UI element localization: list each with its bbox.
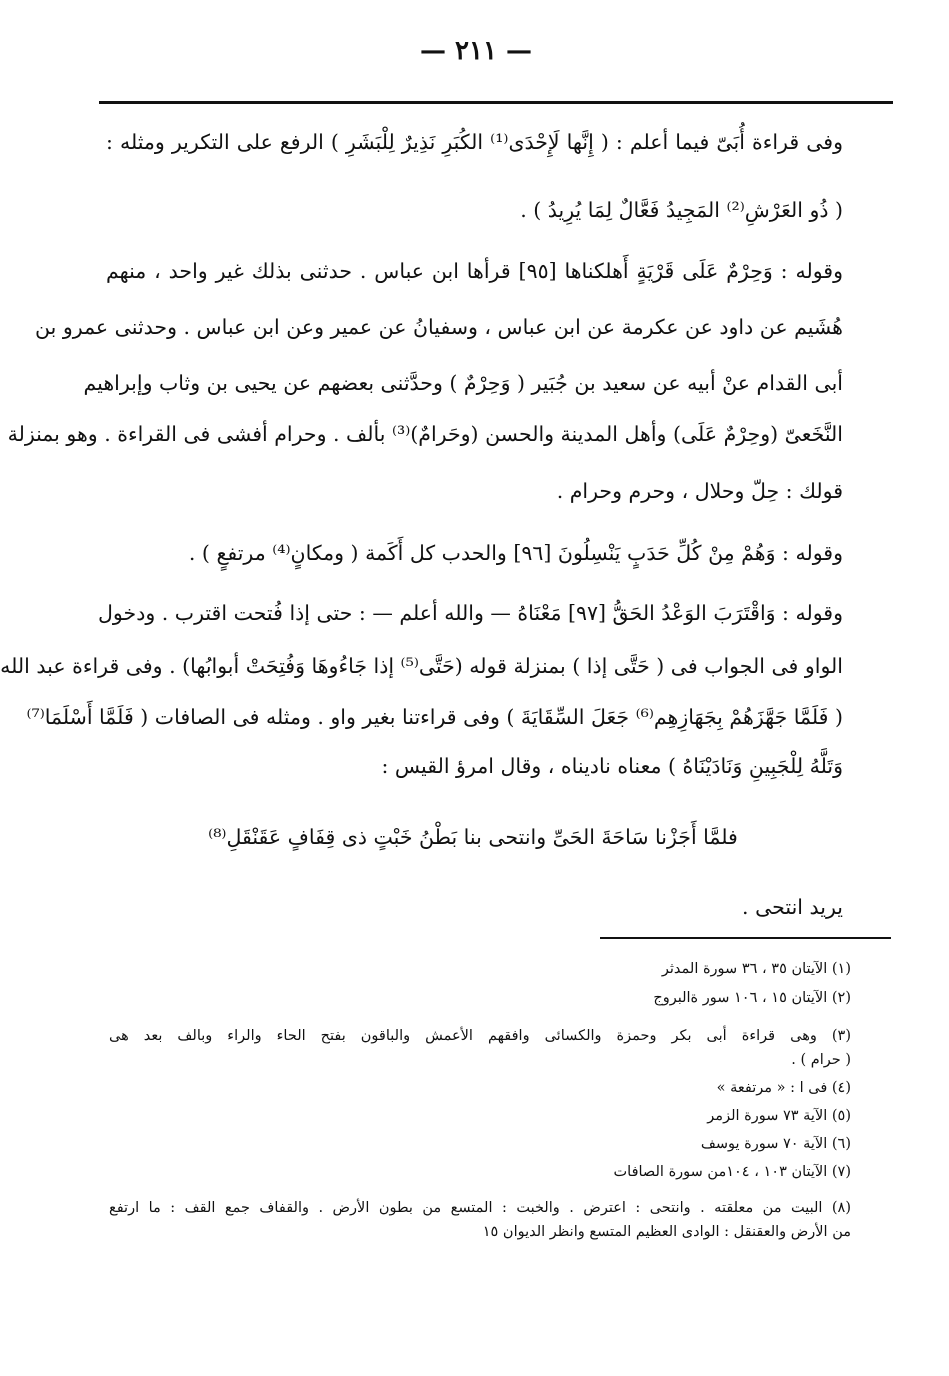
text-line: وقوله : وَاقْتَرَبَ الوَعْدُ الحَقُّ [٩٧] مَعْنَاهُ — والله أعلم — : حتى إذا فُتحت اقترب . ودخول: [98, 601, 843, 625]
text-line: أبى القدام عنْ أبيه عن سعيد بن جُبَير ( وَحِرْمٌ ) وحدَّثنى بعضهم عن يحيى بن وثاب وإبراهيم: [83, 371, 843, 395]
footnote-continuation: من الأرض والعقنقل : الوادى العظيم المتسع وانظر الديوان ١٥: [482, 1224, 851, 1240]
text-line: ( فَلَمَّا جَهَّزَهُمْ بِجَهَازِهِم⁽⁶⁾ جَعَلَ السِّقَايَةَ ) وفى قراءتنا بغير واو . ومثله فى الصافات ( فَلَمَّا أَسْلَمَا⁽⁷⁾: [26, 705, 843, 729]
footnote: (٤) فى ا : « مرتفعة »: [716, 1080, 851, 1096]
footnote: (٧) الآيتان ١٠٣ ، ١٠٤من سورة الصافات: [613, 1164, 851, 1180]
footnote-continuation: ( حرام ) .: [791, 1052, 851, 1068]
footnote: (٨) البيت من معلقته . وانتحى : اعترض . والخبت : المتسع من بطون الأرض . والقفاف جمع القف : ما ارتفع: [109, 1200, 851, 1216]
text-line: ( ذُو العَرْشِ⁽²⁾ المَجِيدُ فَعَّالٌ لِمَا يُرِيدُ ) .: [520, 198, 843, 222]
text-line: الواو فى الجواب فى ( حَتَّى إذا ) بمنزلة قوله (حَتَّى⁽⁵⁾ إذا جَاءُوهَا وَفُتِحَتْ أبوابُها) . وفى قراءة عبد الله: [0, 654, 843, 678]
text-line: قولك : حِلّ وحلال ، وحرم وحرام .: [556, 479, 843, 503]
footnote-rule: [600, 937, 891, 939]
text-line: وقوله : وَحِرْمٌ عَلَى قَرْيَةٍ أَهلكناها [٩٥] قرأها ابن عباس . حدثنى بذلك غير واحد ، منهم: [106, 259, 843, 283]
page-number: — ٢١١ —: [419, 36, 533, 66]
footnote: (١) الآيتان ٣٥ ، ٣٦ سورة المدثر: [661, 961, 851, 977]
text-line: وقوله : وَهُمْ مِنْ كُلِّ حَدَبٍ يَنْسِلُونَ [٩٦] والحدب كل أَكَمة ( ومكانٍ⁽⁴⁾ مرتفعٍ ) .: [188, 541, 843, 565]
footnote: (٢) الآيتان ١٥ ، ١٠٦ سور ةالبروج: [653, 990, 851, 1006]
paragraph: [106, 127, 843, 222]
text-line: النَّخَعىّ (وحِرْمٌ عَلَى) وأهل المدينة والحسن (وحَرامٌ)⁽³⁾ بألف . وحرام أفشى فى القراءة . وهو بمنزلة: [7, 422, 843, 446]
footnote: (٥) الآية ٧٣ سورة الزمر: [707, 1108, 851, 1124]
verse-explanation: يريد انتحى .: [742, 895, 843, 919]
text-line: وَتَلَّهُ لِلْجَبِينِ وَنَادَيْنَاهُ ) معناه ناديناه ، وقال امرؤ القيس :: [381, 754, 843, 778]
header-rule: [99, 101, 893, 104]
footnote: (٦) الآية ٧٠ سورة يوسف: [700, 1136, 851, 1152]
text-line: وفى قراءة أُبَىّ فيما أعلم : ( إِنَّها لَإِحْدَى⁽¹⁾ الكُبَرِ نَذِيرٌ لِلْبَشَرِ ) الرفع على التكرير ومثله :: [106, 130, 843, 154]
footnote: (٣) وهى قراءة أبى بكر وحمزة والكسائى وافقهم الأعمش والباقون بفتح الحاء والراء وبالف بعد هى: [109, 1028, 851, 1044]
text-line: هُشَيم عن داود عن عكرمة عن ابن عباس ، وسفيانُ عن عمير وعن ابن عباس . وحدثنى عمرو بن: [35, 315, 843, 339]
poetry-verse: فلمَّا أَجَزْنا سَاحَةَ الحَىِّ وانتحى بنا بَطْنُ خَبْتٍ ذى قِفَافٍ عَقَنْقَلِ⁽⁸⁾: [208, 825, 738, 849]
